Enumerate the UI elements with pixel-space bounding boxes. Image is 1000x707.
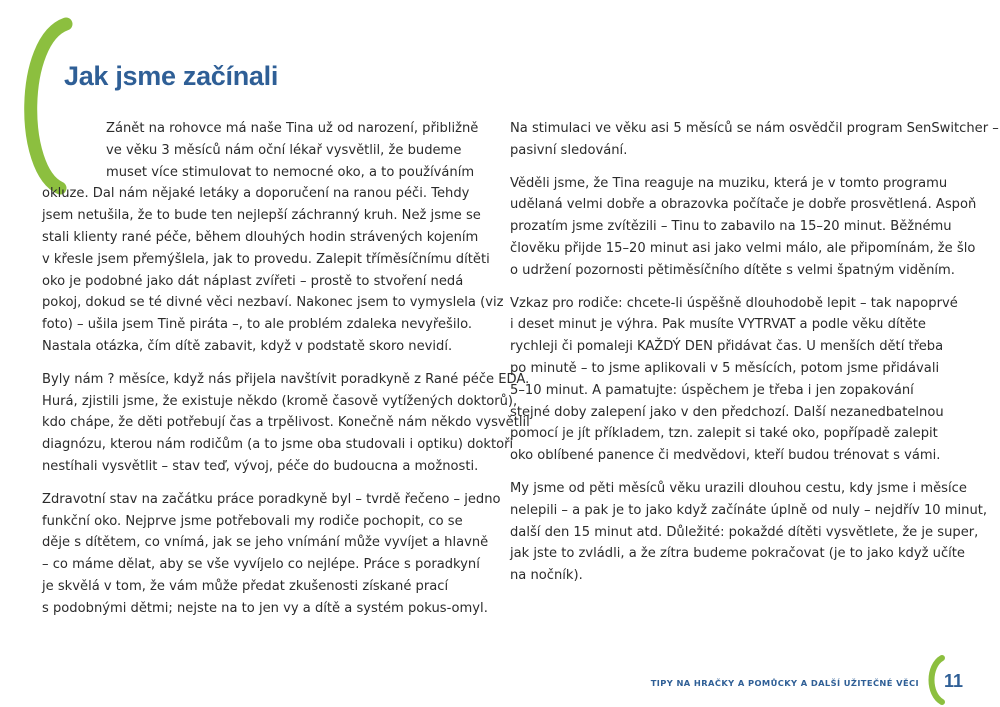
right-paragraph-1 — [510, 118, 999, 162]
text-line: Zánět na rohovce má naše Tina už od narození, přibližně — [106, 121, 479, 136]
text-line: kdo chápe, že děti potřebují čas a trpělivost. Konečně nám někdo vysvětlil — [42, 415, 530, 431]
left-paragraph-2 — [42, 369, 530, 478]
right-paragraph-3 — [510, 293, 970, 467]
text-line: funkční oko. Nejprve jsme potřebovali my rodiče pochopit, co se — [42, 513, 463, 529]
text-line: s podobnými dětmi; nejste na to jen vy a dítě a systém pokus-omyl. — [42, 600, 488, 616]
text-line: udělaná velmi dobře a obrazovka počítače je dobře prosvětlená. Aspoň — [510, 197, 977, 213]
text-line: prozatím jsme zvítězili – Tinu to zabavilo na 15–20 minut. Běžnému — [510, 219, 952, 235]
text-line: My jsme od pěti měsíců věku urazili dlouhou cestu, kdy jsme i měsíce — [510, 480, 967, 496]
page-title: Jak jsme začínali — [64, 61, 279, 91]
left-paragraph-1 — [42, 118, 504, 358]
text-line: nelepili – a pak je to jako když začínáte úplně od nuly – nejdřív 10 minut, — [510, 502, 988, 518]
right-paragraph-2 — [510, 173, 977, 282]
text-line: pokoj, dokud se té divné věci nezbaví. Nakonec jsem to vymyslela (viz — [42, 295, 504, 311]
right-column — [510, 118, 999, 598]
left-column — [42, 118, 530, 631]
text-line: děje s dítětem, co vnímá, jak se jeho vnímání může vyvíjet a hlavně — [42, 535, 489, 551]
text-line: v křesle jsem přemýšlela, jak to provedu. Zalepit tříměsíčnímu dítěti — [42, 251, 490, 267]
text-line: Věděli jsme, že Tina reaguje na muziku, která je v tomto programu — [510, 175, 948, 191]
text-line: pasivní sledování. — [510, 142, 628, 158]
text-line: pomocí je jít příkladem, tzn. zalepit si také oko, popřípadě zalepit — [510, 426, 938, 442]
text-line: ve věku 3 měsíců nám oční lékař vysvětlil, že budeme — [106, 142, 462, 158]
text-line: jak jste to zvládli, a že zítra budeme pokračovat (je to jako když učíte — [510, 546, 965, 562]
text-line: nestíhali vysvětlit – stav teď, vývoj, péče do budoucna a možnosti. — [42, 458, 479, 474]
text-line: stali klienty rané péče, během dlouhých hodin strávených kojením — [42, 229, 479, 245]
text-line: okluze. Dal nám nějaké letáky a doporučení na ranou péči. Tehdy — [42, 186, 470, 202]
text-line: jsem netušila, že to bude ten nejlepší záchranný kruh. Než jsme se — [42, 208, 481, 224]
text-line: další den 15 minut atd. Důležité: pokaždé dítěti vysvětlete, že je super, — [510, 524, 979, 540]
left-paragraph-3 — [42, 489, 501, 620]
text-line: člověku přijde 15–20 minut asi jako velmi málo, ale připomínám, že šlo — [510, 240, 976, 256]
page-number: 11 — [944, 671, 964, 691]
text-line: Zdravotní stav na začátku práce poradkyně byl – tvrdě řečeno – jedno — [42, 491, 501, 507]
text-line: je skvělá v tom, že vám může předat zkušenosti získané prací — [42, 578, 449, 594]
text-line: muset více stimulovat to nemocné oko, a to používáním — [106, 164, 475, 180]
text-line: i deset minut je výhra. Pak musíte VYTRVAT a podle věku dítěte — [510, 317, 926, 333]
text-line: rychleji či pomaleji KAŽDÝ DEN přidávat čas. U menších dětí třeba — [510, 339, 944, 355]
text-line: Na stimulaci ve věku asi 5 měsíců se nám osvědčil program SenSwitcher – — [510, 121, 999, 136]
text-line: stejné doby zalepení jako v den předchozí. Další nezanedbatelnou — [510, 404, 944, 420]
footer-section-title: TIPY NA HRAČKY A POMŮCKY A DALŠÍ UŽITEČNÉ VĚCI — [650, 678, 919, 688]
text-line: 5–10 minut. A pamatujte: úspěchem je třeba i jen zopakování — [510, 382, 914, 398]
text-line: po minutě – to jsme aplikovali v 5 měsících, potom jsme přidávali — [510, 360, 940, 376]
text-line: foto) – ušila jsem Tině piráta –, to ale problém zdaleka nevyřešilo. — [42, 317, 473, 333]
text-line: Nastala otázka, čím dítě zabavit, když v podstatě skoro nevidí. — [42, 338, 453, 354]
text-line: – co máme dělat, aby se vše vyvíjelo co nejlépe. Práce s poradkyní — [42, 557, 480, 573]
text-line: Hurá, zjistili jsme, že existuje někdo (kromě časově vytížených doktorů), — [42, 393, 518, 409]
text-line: na nočník). — [510, 568, 583, 584]
text-line: oko oblíbené panence či medvědovi, kteří budou trénovat s vámi. — [510, 448, 941, 464]
text-line: Byly nám ? měsíce, když nás přijela navštívit poradkyně z Rané péče EDA. — [42, 371, 530, 387]
text-line: o udržení pozornosti pětiměsíčního dítěte s velmi špatným viděním. — [510, 262, 955, 278]
text-line: oko je podobné jako dát náplast zvířeti – prostě to stvoření nedá — [42, 273, 464, 289]
text-line: diagnózu, kterou nám rodičům (a to jsme oba studovali i optiku) doktoři — [42, 437, 514, 453]
right-paragraph-4 — [510, 478, 988, 587]
text-line: Vzkaz pro rodiče: chcete-li úspěšně dlouhodobě lepit – tak napoprvé — [510, 295, 958, 311]
